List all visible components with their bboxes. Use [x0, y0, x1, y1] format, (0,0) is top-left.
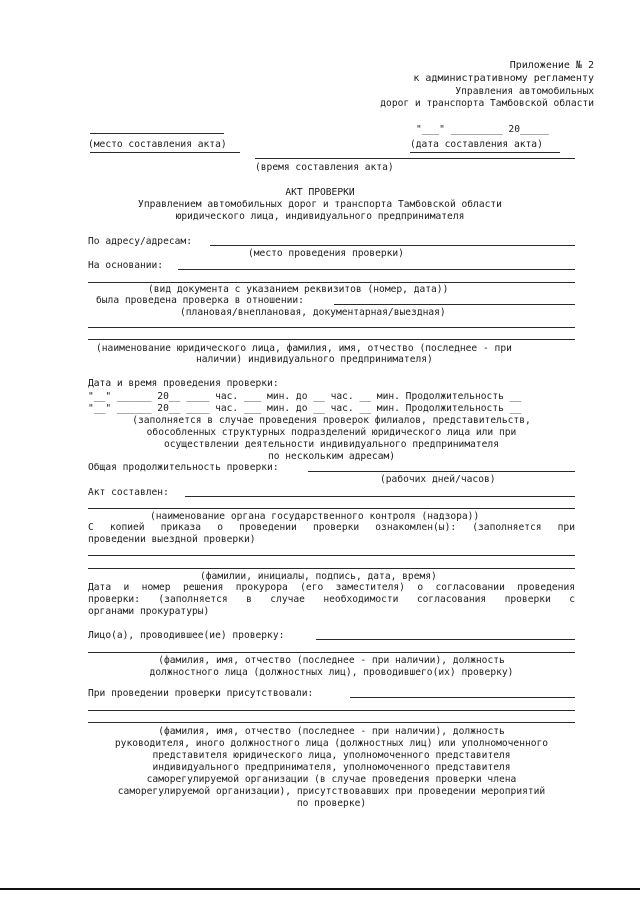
datetime-row-2: "__" ______ 20__ ____ час. ___ мин. до __ час. __ мин. Продолжительность __ — [88, 403, 522, 414]
place-caption: (место составления акта) — [88, 139, 227, 150]
place-line — [90, 133, 224, 134]
date-underline — [410, 152, 560, 153]
present-caption-3: представителя юридического лица, уполномоченного представителя — [152, 750, 511, 761]
time-line — [255, 158, 575, 159]
present-line — [350, 697, 575, 698]
present-caption-2: руководителя, иного должностного лица (должностных лиц) или уполномоченного — [114, 738, 549, 749]
appendix-department-2: дорог и транспорта Тамбовской области — [380, 98, 594, 109]
inspectors-line-2 — [88, 652, 575, 653]
datetime-note-3: осуществлении деятельности индивидуального предпринимателя — [163, 439, 499, 450]
basis-line-2 — [88, 282, 575, 283]
datetime-row-1: "__" ______ 20__ ____ час. ___ мин. до __ час. __ мин. Продолжительность __ — [88, 391, 522, 402]
order-line — [88, 555, 575, 556]
address-line — [210, 245, 575, 246]
inspectors-caption-1: (фамилия, имя, отчество (последнее - при наличии), должность — [158, 655, 505, 666]
basis-caption: (вид документа с указанием реквизитов (номер, дата)) — [148, 284, 449, 295]
basis-label: На основании: — [88, 260, 164, 271]
act-made-caption: (наименование органа государственного контроля (надзора)) — [150, 511, 480, 522]
duration-caption: (рабочих дней/часов) — [380, 474, 496, 485]
date-caption: (дата составления акта) — [410, 139, 543, 150]
present-caption-1: (фамилия, имя, отчество (последнее - при наличии), должность — [158, 726, 505, 737]
inspectors-line — [316, 639, 575, 640]
place-underline — [90, 152, 240, 153]
prosecutor-text-3: органами прокуратуры) — [88, 606, 210, 617]
time-caption: (время составления акта) — [255, 162, 394, 173]
act-made-label: Акт составлен: — [88, 487, 169, 498]
act-subtitle-2: юридического лица, индивидуального предпринимателя — [175, 211, 465, 222]
present-label: При проведении проверки присутствовали: — [88, 688, 314, 699]
datetime-note-4: по нескольким адресам) — [267, 451, 396, 462]
entity-caption: (наименование юридического лица, фамилия, имя, отчество (последнее - при — [96, 343, 512, 354]
inspectors-label: Лицо(а), проводившее(ие) проверку: — [88, 630, 285, 641]
entity-caption-2: наличии) индивидуального предпринимателя) — [196, 354, 433, 365]
datetime-note-2: обособленных структурных подразделений юридического лица или при — [146, 427, 517, 438]
act-made-line — [185, 496, 575, 497]
act-title: АКТ ПРОВЕРКИ — [285, 187, 355, 198]
present-caption-7: по проверке) — [296, 798, 367, 809]
entity-line — [88, 327, 575, 328]
datetime-label: Дата и время проведения проверки: — [88, 378, 279, 389]
page-bottom-rule — [0, 888, 640, 890]
prosecutor-text-2: проверки: (заполняется в случае необходимости согласования проверки с — [88, 594, 575, 605]
inspectors-caption-2: должностного лица (должностных лиц), проводившего(их) проверку) — [149, 667, 514, 678]
duration-label: Общая продолжительность проверки: — [88, 462, 279, 473]
act-made-line-2 — [88, 508, 575, 509]
entity-line-2 — [88, 339, 575, 340]
address-caption: (место проведения проверки) — [248, 248, 404, 259]
present-caption-5: саморегулируемой организации (в случае проведения проверки члена — [146, 774, 517, 785]
order-text-1: С копией приказа о проведении проверки ознакомлен(ы): (заполняется при — [88, 522, 575, 533]
act-subtitle: Управлением автомобильных дорог и транспорта Тамбовской области — [138, 199, 502, 210]
conducted-label: была проведена проверка в отношении: — [96, 295, 304, 306]
appendix-regulation: к административному регламенту — [413, 73, 594, 84]
prosecutor-text-1: Дата и номер решения прокурора (его заместителя) о согласовании проведения — [88, 582, 575, 593]
order-text-2: проведении выездной проверки) — [88, 534, 256, 545]
conducted-line — [334, 304, 575, 305]
address-label: По адресу/адресам: — [88, 236, 192, 247]
appendix-number: Приложение № 2 — [509, 60, 594, 71]
present-caption-4: индивидуального предпринимателя, уполномоченного представителя — [152, 762, 511, 773]
order-line-2 — [88, 568, 575, 569]
present-line-2 — [88, 710, 575, 711]
basis-line — [178, 269, 575, 270]
appendix-department: Управления автомобильных — [455, 86, 594, 97]
present-line-3 — [88, 722, 575, 723]
date-blank: "___" _________ 20_____ — [416, 124, 549, 135]
datetime-note-1: (заполняется в случае проведения проверок филиалов, представительств, — [132, 415, 531, 426]
order-caption: (фамилии, инициалы, подпись, дата, время) — [200, 571, 437, 582]
duration-line — [308, 471, 575, 472]
conducted-caption: (плановая/внеплановая, документарная/выездная) — [180, 307, 446, 318]
present-caption-6: саморегулируемой организации), присутствовавших при проведении мероприятий — [117, 786, 546, 797]
